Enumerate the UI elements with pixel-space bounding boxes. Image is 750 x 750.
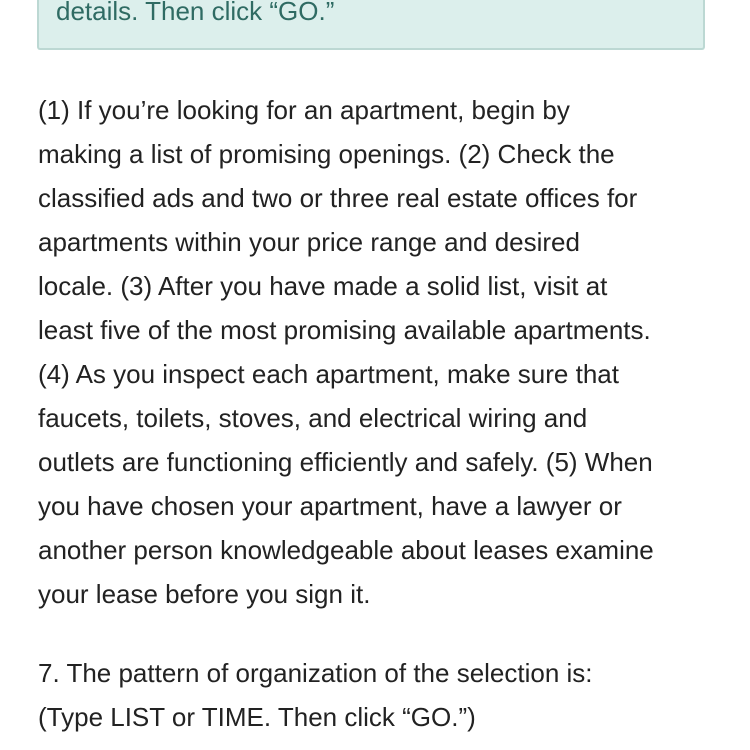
reading-passage [38,88,728,616]
question-line: 7. The pattern of organization of the selection is: [38,658,593,688]
passage-line: another person knowledgeable about leases examine [38,535,654,565]
passage-line: your lease before you sign it. [38,579,371,609]
passage-line: (4) As you inspect each apartment, make sure that [38,359,619,389]
passage-line: least five of the most promising available apartments. [38,315,651,345]
passage-line: classified ads and two or three real estate offices for [38,183,638,213]
passage-line: outlets are functioning efficiently and safely. (5) When [38,447,653,477]
instruction-text: details. Then click “GO.” [56,0,335,26]
passage-line: you have chosen your apartment, have a lawyer or [38,491,622,521]
instruction-box [37,0,705,50]
passage-line: locale. (3) After you have made a solid list, visit at [38,271,608,301]
passage-line: making a list of promising openings. (2) Check the [38,139,615,169]
passage-line: faucets, toilets, stoves, and electrical wiring and [38,403,588,433]
passage-line: (1) If you’re looking for an apartment, begin by [38,95,570,125]
question-line: (Type LIST or TIME. Then click “GO.”) [38,702,476,732]
passage-line: apartments within your price range and desired [38,227,580,257]
question-prompt [38,651,728,739]
